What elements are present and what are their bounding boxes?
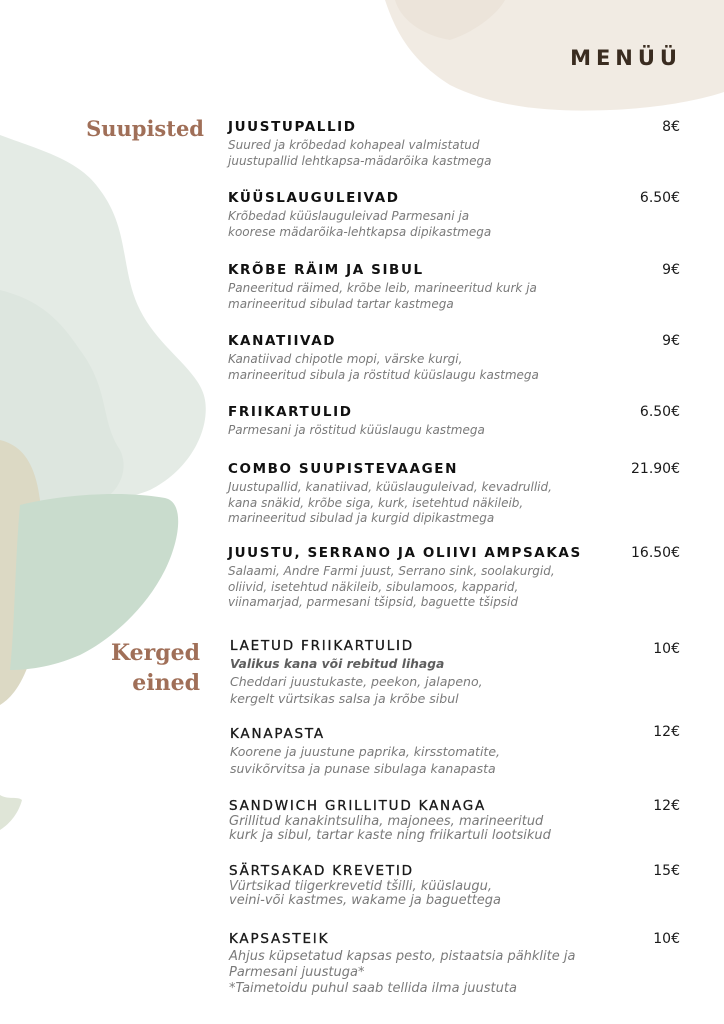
item-price: 6.50€	[639, 404, 680, 420]
item-price: 12€	[653, 724, 680, 740]
menu-item	[228, 460, 688, 527]
item-price: 8€	[662, 119, 680, 135]
item-description: Juustupallid, kanatiivad, küüslauguleivad, kevadrullid, kana snäkid, krõbe siga, kurk, isetehtud näkileib, marineeritud sibulad ja kurgid dipikastmega	[228, 480, 552, 525]
item-name: KANATIIVAD	[228, 333, 337, 349]
green-leaf-bottom-tip	[0, 795, 22, 830]
menu-item	[228, 261, 688, 312]
item-price: 6.50€	[639, 190, 680, 206]
item-description: Salaami, Andre Farmi juust, Serrano sink, soolakurgid, oliivid, isetehtud näkileib, sibulamoos, kapparid, viinamarjad, parmesani tšipsid, baguette tšipsid	[228, 564, 555, 609]
section-label-kerged-eined	[100, 638, 200, 698]
item-price: 10€	[653, 641, 680, 657]
menu-item	[228, 189, 688, 240]
item-description: Parmesani ja röstitud küüslaugu kastmega	[228, 423, 485, 437]
item-description: Grillitud kanakintsuliha, majonees, marineeritud kurk ja sibul, tartar kaste ning friikartuli lootsikud	[229, 814, 551, 843]
menu-item	[229, 862, 689, 908]
menu-item	[230, 637, 690, 707]
item-price: 12€	[653, 798, 680, 814]
item-name: KANAPASTA	[230, 726, 325, 742]
menu-item	[228, 544, 688, 611]
item-description: Koorene ja juustune paprika, kirsstomatite, suvikõrvitsa ja punase sibulaga kanapasta	[230, 744, 500, 776]
section-label-line2: eined	[132, 670, 200, 696]
item-name: KRÕBE RÄIM JA SIBUL	[228, 262, 424, 278]
menu-title: MENÜÜ	[570, 46, 682, 70]
item-price: 9€	[662, 333, 680, 349]
item-name: COMBO SUUPISTEVAAGEN	[228, 461, 459, 477]
item-description: Paneeritud räimed, krõbe leib, marineeritud kurk ja marineeritud sibulad tartar kastmega	[228, 281, 537, 311]
menu-item	[229, 930, 689, 997]
item-name: JUUSTU, SERRANO JA OLIIVI AMPSAKAS	[228, 545, 582, 561]
item-description: Vürtsikad tiigerkrevetid tšilli, küüslaugu, veini-või kastmes, wakame ja baguettega	[229, 879, 502, 908]
item-price: 15€	[653, 863, 680, 879]
item-name: LAETUD FRIIKARTULID	[230, 638, 414, 654]
item-name: FRIIKARTULID	[228, 404, 353, 420]
menu-item	[228, 403, 688, 439]
item-subtitle: Valikus kana või rebitud lihaga	[230, 657, 445, 671]
item-name: SÄRTSAKAD KREVETID	[229, 863, 414, 879]
section-label-text: Suupisted	[86, 116, 204, 141]
section-label-line1: Kerged	[111, 640, 200, 666]
item-description: Kanatiivad chipotle mopi, värske kurgi, marineeritud sibula ja röstitud küüslaugu kastmega	[228, 352, 539, 382]
section-label-suupisted	[86, 114, 204, 144]
item-name: KAPSASTEIK	[229, 931, 330, 947]
item-name: SANDWICH GRILLITUD KANAGA	[229, 798, 487, 814]
item-description: Krõbedad küüslauguleivad Parmesani ja koorese mädarõika-lehtkapsa dipikastmega	[228, 209, 492, 239]
item-price: 9€	[662, 262, 680, 278]
menu-item	[228, 118, 688, 169]
item-price: 16.50€	[631, 545, 680, 561]
item-price: 10€	[653, 931, 680, 947]
item-description: Ahjus küpsetatud kapsas pesto, pistaatsia pähklite ja Parmesani juustuga* *Taimetoidu puhul saab tellida ilma juustuta	[229, 949, 576, 996]
item-name: KÜÜSLAUGULEIVAD	[228, 190, 400, 206]
menu-item	[228, 332, 688, 383]
item-price: 21.90€	[631, 461, 680, 477]
item-name: JUUSTUPALLID	[228, 119, 357, 135]
item-description: Suured ja krõbedad kohapeal valmistatud juustupallid lehtkapsa-mädarõika kastmega	[228, 138, 492, 168]
menu-item	[230, 725, 690, 777]
menu-item	[229, 797, 689, 843]
item-description: Cheddari juustukaste, peekon, jalapeno, kergelt vürtsikas salsa ja krõbe sibul	[230, 674, 483, 706]
